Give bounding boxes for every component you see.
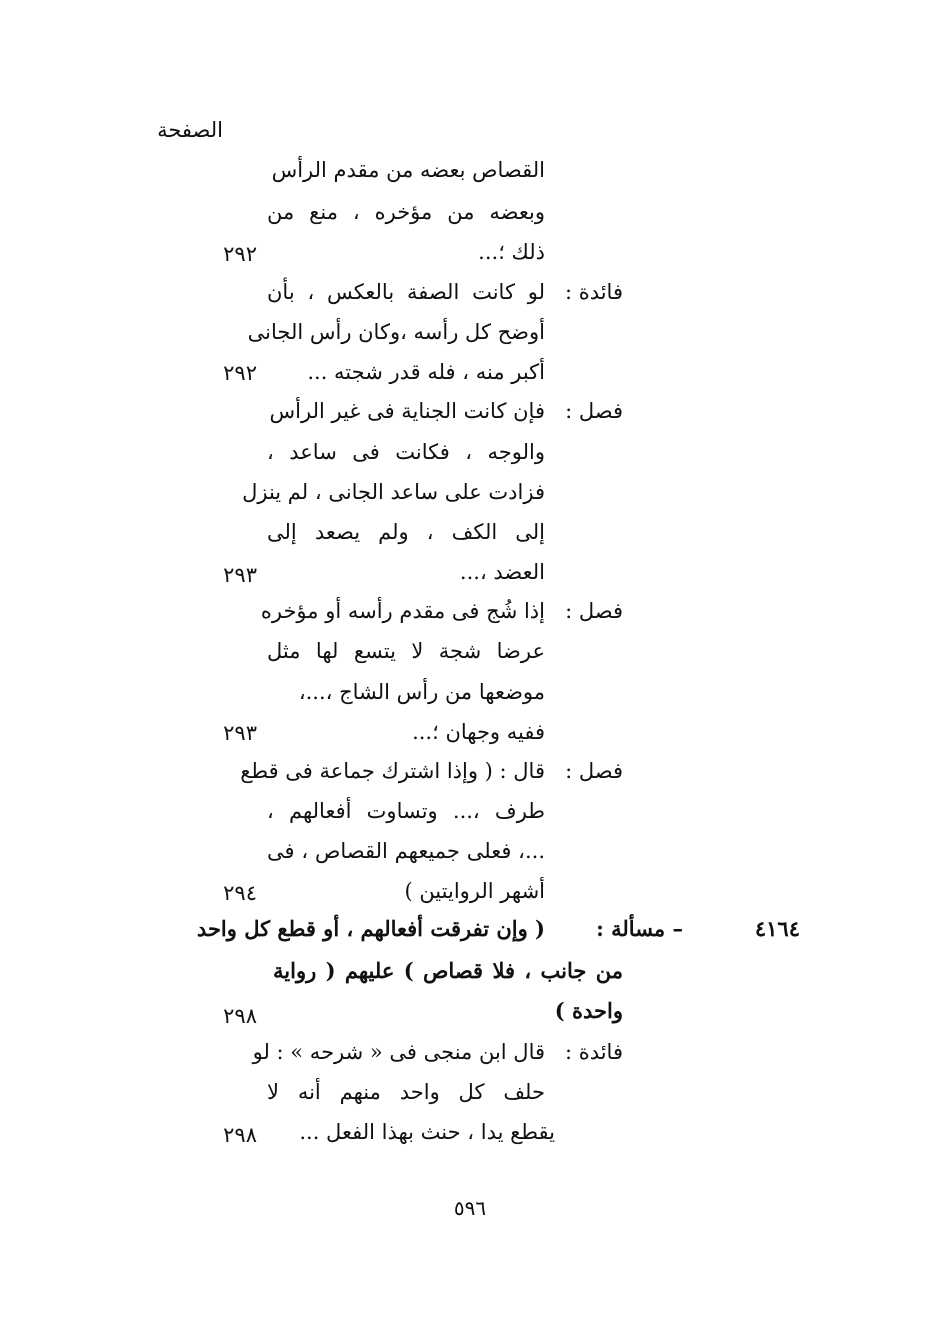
entry-line: أشهر الروايتين ) xyxy=(404,879,545,903)
entry-line: ففيه وجهان ؛... xyxy=(412,720,545,744)
entry-line: ...، فعلى جميعهم القصاص ، فى xyxy=(267,839,545,863)
entry-line: عرضا شجة لا يتسع لها مثل xyxy=(267,639,545,663)
entry-line: ذلك ؛... xyxy=(478,240,545,264)
entry-line: وبعضه من مؤخره ، منع من xyxy=(267,200,545,224)
page-reference: ٢٩٣ xyxy=(223,721,257,745)
entry-line: موضعها من رأس الشاج ،...، xyxy=(298,680,545,704)
entry-line: فزادت على ساعد الجانى ، لم ينزل xyxy=(242,480,545,504)
entry-line: يقطع يدا ، حنث بهذا الفعل ... xyxy=(299,1120,555,1144)
entry-line: لو كانت الصفة بالعكس ، بأن xyxy=(267,280,545,304)
entry-line: واحدة ) xyxy=(554,998,623,1023)
entry-line: ( وإن تفرقت أفعالهم ، أو قطع كل واحد xyxy=(196,916,545,941)
page-reference: ٢٩٣ xyxy=(223,563,257,587)
entry-line: فإن كانت الجناية فى غير الرأس xyxy=(269,399,545,423)
entry-line: قال ابن منجى فى « شرحه » : لو xyxy=(252,1040,545,1064)
page-number-footer: ٥٩٦ xyxy=(453,1196,487,1220)
entry-label: فصل : xyxy=(565,759,623,783)
entry-label: فائدة : xyxy=(564,1040,623,1064)
page-reference: ٢٩٢ xyxy=(223,361,257,385)
page-reference: ٢٩٤ xyxy=(223,881,257,905)
entry-line: قال : ( وإذا اشترك جماعة فى قطع xyxy=(240,759,545,783)
entry-line: أكبر منه ، فله قدر شجته ... xyxy=(307,360,545,384)
entry-label: فائدة : xyxy=(564,280,623,304)
page-heading: الصفحة xyxy=(157,118,223,142)
entry-label: فصل : xyxy=(565,599,623,623)
entry-number: ٤١٦٤ xyxy=(754,916,800,941)
entry-label: فصل : xyxy=(565,399,623,423)
entry-line: أوضح كل رأسه ،وكان رأس الجانى xyxy=(247,320,545,344)
entry-line: حلف كل واحد منهم أنه لا xyxy=(267,1080,545,1104)
entry-line: طرف ،... وتساوت أفعالهم ، xyxy=(267,799,545,823)
page-reference: ٢٩٨ xyxy=(223,1123,257,1147)
entry-line: إلى الكف ، ولم يصعد إلى xyxy=(267,520,545,544)
entry-line: العضد ،... xyxy=(459,560,545,584)
page-reference: ٢٩٨ xyxy=(223,1004,257,1028)
entry-label: – مسألة : xyxy=(596,916,683,941)
entry-line: القصاص بعضه من مقدم الرأس xyxy=(271,158,545,182)
entry-line: والوجه ، فكانت فى ساعد ، xyxy=(267,440,545,464)
entry-line: إذا شُج فى مقدم رأسه أو مؤخره xyxy=(260,599,545,623)
entry-line: من جانب ، فلا قصاص ) عليهم ( رواية xyxy=(273,958,623,983)
page-reference: ٢٩٢ xyxy=(223,242,257,266)
